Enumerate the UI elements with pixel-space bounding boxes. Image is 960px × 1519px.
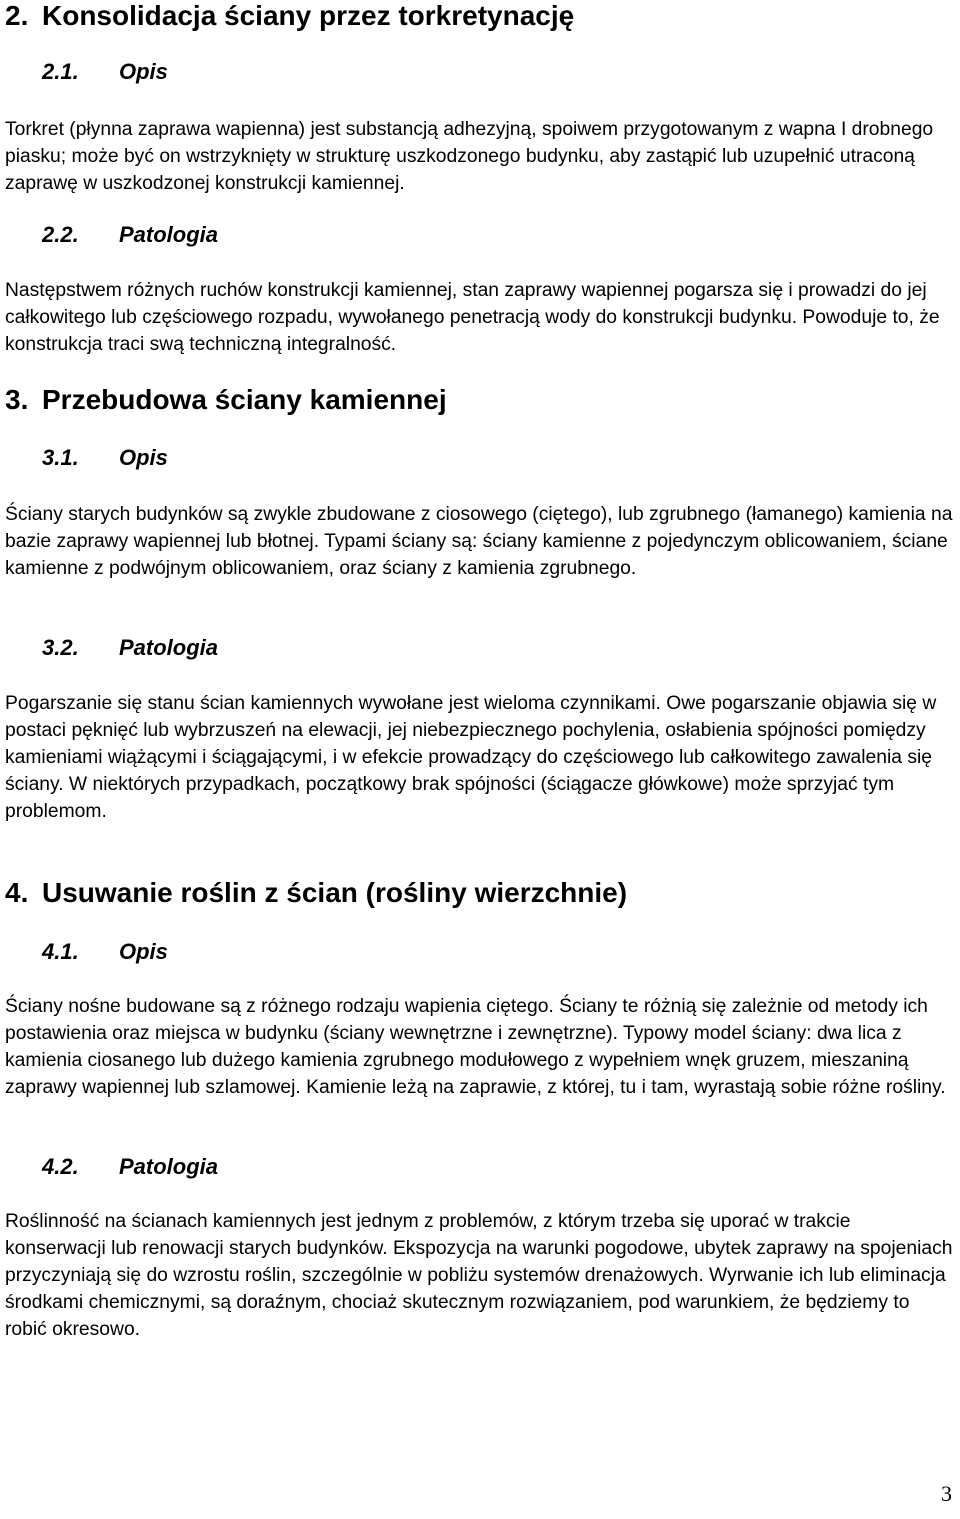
subsection-title: Patologia	[119, 635, 219, 660]
subsection-title: Patologia	[119, 222, 219, 247]
subsection-number: 2.2.	[42, 222, 79, 247]
section-number: 2.	[5, 0, 29, 31]
subsection-heading-4-2	[5, 1153, 218, 1181]
subsection-title: Patologia	[119, 1154, 219, 1179]
subsection-heading-4-1	[5, 938, 168, 966]
section-heading-2	[5, 0, 574, 32]
section-title: Usuwanie roślin z ścian (rośliny wierzchnie)	[42, 877, 628, 908]
subsection-number: 3.2.	[42, 635, 79, 660]
subsection-heading-3-1	[5, 444, 168, 472]
section-heading-3	[5, 384, 447, 416]
paragraph-4-2: Roślinność na ścianach kamiennych jest jednym z problemów, z którym trzeba się uporać w trakcie konserwacji lub renowacji starych budynków. Ekspozycja na warunki pogodowe, ubytek zaprawy na spojeniach przyczyniają się do wzrostu roślin, szczególnie w pobliżu systemów drenażowych. Wyrwanie ich lub eliminacja środkami chemicznymi, są doraźnym, chociaż skutecznym rozwiązaniem, pod warunkiem, że będziemy to robić okresowo.	[5, 1211, 953, 1340]
paragraph-3-1: Ściany starych budynków są zwykle zbudowane z ciosowego (ciętego), lub zgrubnego (łamanego) kamienia na bazie zaprawy wapiennej lub błotnej. Typami ściany są: ściany kamienne z pojedynczym oblicowaniem, ściane kamienne z podwójnym oblicowaniem, oraz ściany z kamienia zgrubnego.	[5, 504, 953, 579]
section-number: 3.	[5, 384, 29, 415]
subsection-title: Opis	[119, 445, 168, 470]
subsection-heading-2-2	[5, 221, 218, 249]
section-heading-4	[5, 877, 627, 909]
subsection-number: 2.1.	[42, 59, 79, 84]
paragraph-2-1: Torkret (płynna zaprawa wapienna) jest substancją adhezyjną, spoiwem przygotowanym z wapna I drobnego piasku; może być on wstrzyknięty w strukturę uszkodzonego budynku, aby zastąpić lub uzupełnić utraconą zaprawę w uszkodzonej konstrukcji kamiennej.	[5, 119, 934, 194]
subsection-heading-3-2	[5, 634, 218, 662]
paragraph-2-2: Następstwem różnych ruchów konstrukcji kamiennej, stan zaprawy wapiennej pogarsza się i prowadzi do jej całkowitego lub częściowego rozpadu, wywołanego penetracją wody do konstrukcji budynku. Powoduje to, że konstrukcja traci swą techniczną integralność.	[5, 280, 940, 355]
subsection-title: Opis	[119, 59, 168, 84]
page-number: 3	[941, 1481, 952, 1506]
subsection-title: Opis	[119, 939, 168, 964]
paragraph-3-2: Pogarszanie się stanu ścian kamiennych wywołane jest wieloma czynnikami. Owe pogarszanie objawia się w postaci pęknięć lub wybrzuszeń na elewacji, jej niebezpiecznego pochylenia, osłabienia spójności pomiędzy kamieniami wiążącymi i ściągającymi, i w efekcie prowadzący do częściowego lub całkowitego zawalenia się ściany. W niektórych przypadkach, początkowy brak spójności (ściągacze główkowe) może sprzyjać tym problemom.	[5, 693, 937, 822]
subsection-number: 3.1.	[42, 445, 79, 470]
subsection-heading-2-1	[5, 58, 168, 86]
subsection-number: 4.2.	[42, 1154, 79, 1179]
section-number: 4.	[5, 877, 29, 908]
paragraph-4-1: Ściany nośne budowane są z różnego rodzaju wapienia ciętego. Ściany te różnią się zależnie od metody ich postawienia oraz miejsca w budynku (ściany wewnętrzne i zewnętrzne). Typowy model ściany: dwa lica z kamienia ciosanego lub dużego kamienia zgrubnego modułowego z wypełniem wnęk gruzem, mieszaniną zaprawy wapiennej lub szlamowej. Kamienie leżą na zaprawie, z której, tu i tam, wyrastają sobie różne rośliny.	[5, 996, 946, 1098]
section-title: Konsolidacja ściany przez torkretynację	[42, 0, 575, 31]
subsection-number: 4.1.	[42, 939, 79, 964]
section-title: Przebudowa ściany kamiennej	[42, 384, 447, 415]
